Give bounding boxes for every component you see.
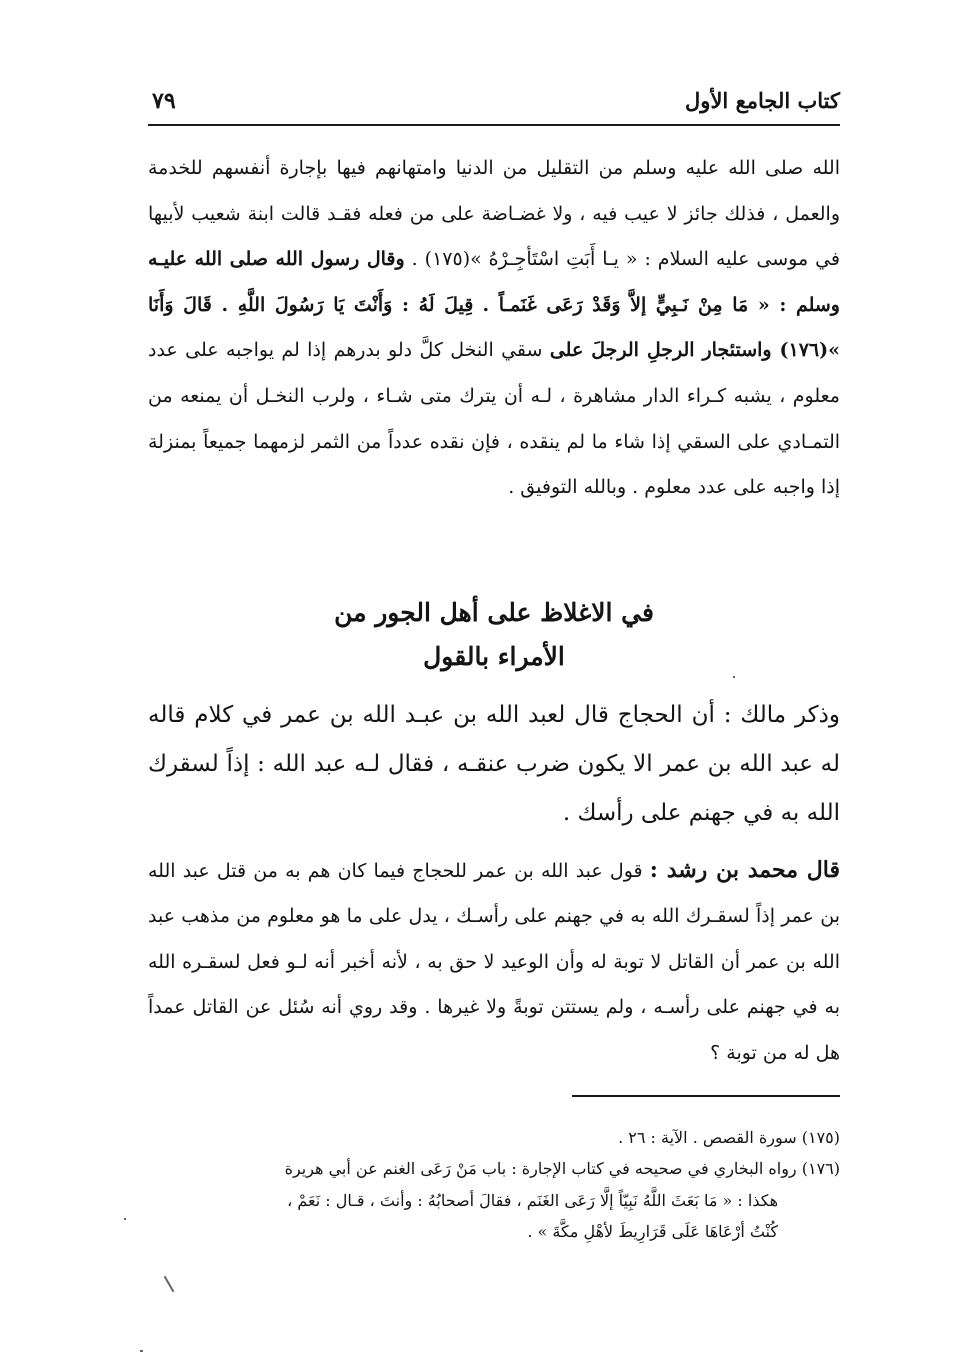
text-line: قول عبد الله بن عمر للحجاج فيما كان هم bbox=[307, 860, 643, 882]
text-line: واجبه على عدد معلوم . وبالله التوفيق . bbox=[508, 476, 815, 499]
scan-speck bbox=[124, 1218, 126, 1220]
header-divider bbox=[148, 124, 840, 126]
text-line: قِيلَ لَهُ : وَأَنْتَ يَا رَسُولَ اللَّهِ . قَالَ وَأَنَا »(١٧٦) واستئجار الرجلِ الرجلَ على bbox=[148, 293, 841, 362]
section-heading-line-1: في الاغلاظ على أهل الجور من bbox=[334, 598, 654, 627]
text-line: يستتن توبةً ولا غيرها . وقد روي أنه سُئل عن القاتل عمداً هل له من توبة ؟ bbox=[148, 996, 840, 1064]
footnote-176 bbox=[148, 1153, 840, 1248]
paragraph-2 bbox=[148, 691, 840, 838]
paragraph-3 bbox=[148, 848, 840, 1076]
text-line: السقي إذا شاء ما لم ينقده ، فإن نقده عدداً من الثمر لزمهما جميعاً بمنزلة إذا bbox=[148, 430, 840, 499]
book-title: كتاب الجامع الأول bbox=[685, 88, 840, 113]
text-line: عبد الله : إذاً لسقرك الله به في جهنم على رأسك . bbox=[148, 751, 840, 826]
scan-speck bbox=[140, 1350, 143, 1352]
text-line: وذكر مالك : أن الحجاج قال لعبد الله بن عبـد الله بن عمر bbox=[281, 702, 840, 728]
text-line: مشاهرة ، لـه أن يترك متى شـاء ، ولرب النخـل أن يمنعه من التمـادي على bbox=[148, 384, 841, 453]
speaker-label: قال محمد بن رشد : bbox=[649, 857, 840, 883]
text-line: الله صلى الله عليه وسلم من التقليل من الدنيا وامتهانهم فيها بإجارة أنفسهم bbox=[211, 157, 840, 179]
text-line: على ما هو معلوم من مذهب عبد الله بن عمر أن القاتل لا توبة له وأن الوعيد bbox=[148, 905, 840, 973]
paragraph-1 bbox=[148, 146, 840, 511]
page-number: ٧٩ bbox=[152, 88, 176, 114]
text-line: به من قتل عبد الله بن عمر إذاً لسقـرك الله به في جهنم على رأسـك ، يدل bbox=[148, 860, 840, 928]
scan-speck bbox=[733, 676, 735, 678]
text-line: لا حق به ، لأنه أخبر أنه لـو فعل لسقـره الله به في جهنم على رأسـه ، ولم bbox=[148, 950, 840, 1019]
footnote-line: كُنْتُ أرْعَاهَا عَلَى قَرَارِيطَ لأهْلِ مكَّةَ » . bbox=[527, 1222, 778, 1241]
footnote-line: هكذا : « مَا بَعَثَ اللَّهُ نَبِيّاً إلَّا رَعَى الغَنَم ، فقالَ أصحابُهُ : وأنتَ ، قـال : نَعَمْ ، bbox=[287, 1190, 778, 1210]
running-header bbox=[148, 86, 840, 126]
footnote-divider bbox=[572, 1095, 840, 1097]
text-line: في كلام قاله له عبد الله بن عمر الا يكون ضرب عنقـه ، فقال لـه bbox=[148, 702, 841, 777]
text-line: سقي النخل كلَّ دلو بدرهم إذا لم يواجبه على عدد معلوم ، يشبه كـراء الدار bbox=[148, 339, 840, 407]
footnote-line: (١٧٦) رواه البخاري في صحيحه في كتاب الإجارة : باب مَنْ رَعَى الغنم عن أبي هريرة bbox=[284, 1159, 840, 1178]
footnote-175: (١٧٥) سورة القصص . الآية : ٢٦ . bbox=[618, 1128, 840, 1147]
text-line: قالت ابنة شعيب لأبيها في موسى عليه السلام : « يـا أَبَتِ اسْتَأجِـرْهُ »(١٧٥) . bbox=[148, 202, 841, 271]
text-line: للخدمة والعمل ، فذلك جائز لا عيب فيه ، ولا غضـاضة على من فعله فقـد bbox=[148, 157, 840, 225]
section-heading-line-2: الأمراء بالقول bbox=[423, 642, 565, 671]
text-line: وقال رسول الله صلى الله عليـه وسلم : « مَا مِنْ نَـبِيٍّ إلاَّ وَقَدْ رَعَى غَنَمـاً . bbox=[148, 248, 840, 316]
scan-speck bbox=[164, 1276, 175, 1293]
